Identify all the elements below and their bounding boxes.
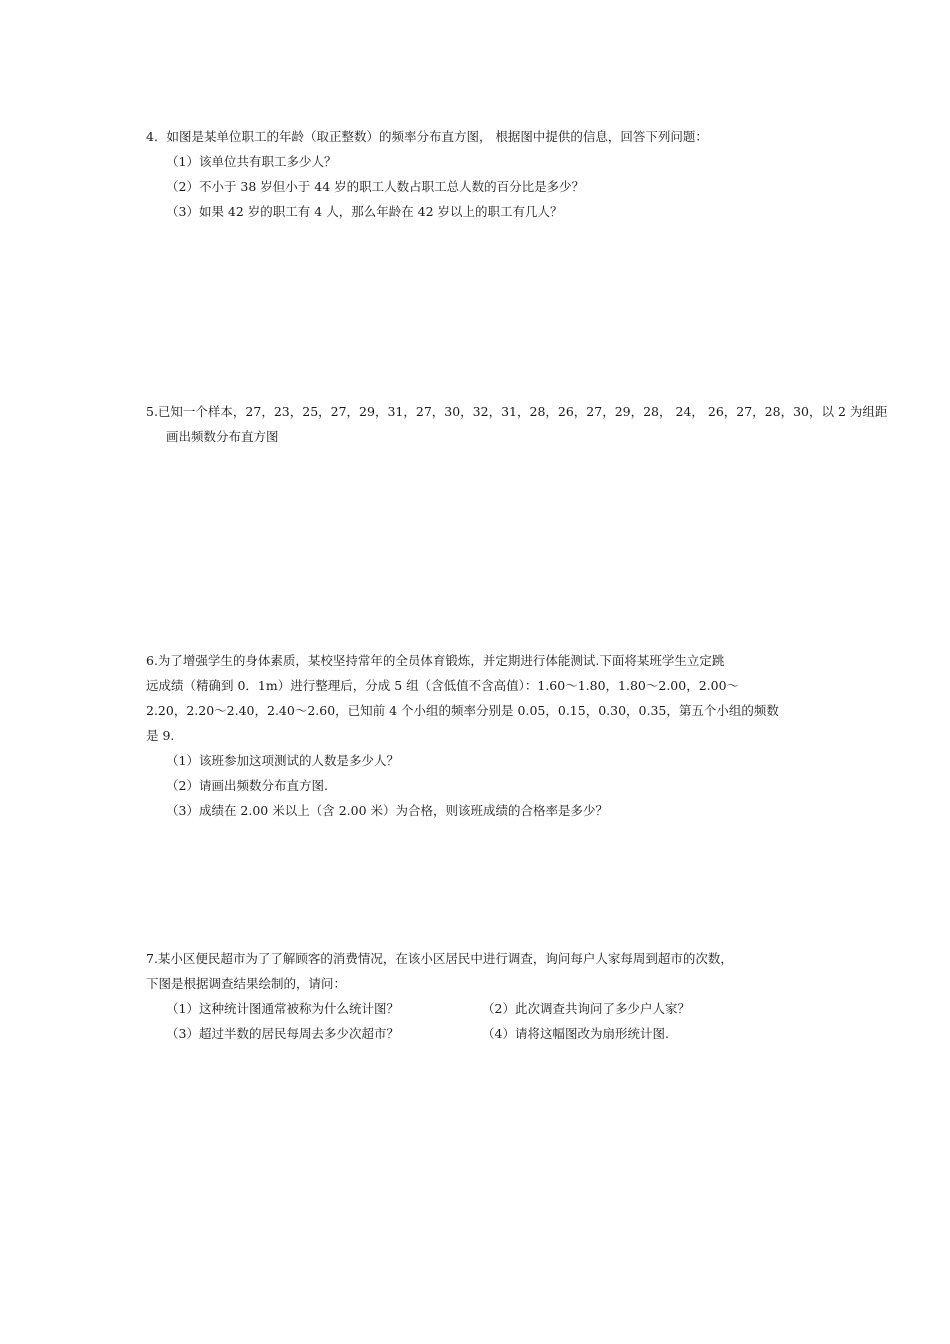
q5-stem-line-1: 5.已知一个样本，27，23，25，27，29，31，27，30，32，31，28，26，27，29，28， 24， 26，27，28，30，以 2 为组距 xyxy=(146,404,888,419)
q7-stem-line-2: 下图是根据调查结果绘制的，请问： xyxy=(146,976,347,991)
q7-sub-3: （3）超过半数的居民每周去多少次超市？ xyxy=(166,1026,399,1041)
q7-stem-line-1: 7.某小区便民超市为了了解顾客的消费情况，在该小区居民中进行调查，询问每户人家每周到超市的次数， xyxy=(146,951,733,966)
q7-sub-1: （1）这种统计图通常被称为什么统计图？ xyxy=(166,1001,399,1016)
q4-sub-2: （2）不小于 38 岁但小于 44 岁的职工人数占职工总人数的百分比是多少？ xyxy=(166,179,585,194)
q6-sub-1: （1）该班参加这项测试的人数是多少人？ xyxy=(166,753,399,768)
q7-sub-2: （2）此次调查共询问了多少户人家？ xyxy=(482,1001,690,1016)
q5-stem-line-2: 画出频数分布直方图 xyxy=(166,429,279,444)
q6-stem-line-4: 是 9. xyxy=(146,728,175,743)
q6-stem-line-3: 2.20，2.20～2.40，2.40～2.60，已知前 4 个小组的频率分别是 0.05，0.15，0.30，0.35，第五个小组的频数 xyxy=(146,703,779,718)
q6-stem-line-1: 6.为了增强学生的身体素质，某校坚持常年的全员体育锻炼，并定期进行体能测试.下面将某班学生立定跳 xyxy=(146,653,725,668)
q4-stem: 4．如图是某单位职工的年龄（取正整数）的频率分布直方图， 根据图中提供的信息，回答下列问题： xyxy=(146,129,708,144)
q7-sub-4: （4）请将这幅图改为扇形统计图. xyxy=(482,1026,669,1041)
q6-stem-line-2: 远成绩（精确到 0．1m）进行整理后，分成 5 组（含低值不含高值）：1.60～1.80，1.80～2.00，2.00～ xyxy=(146,678,740,693)
q4-sub-3: （3）如果 42 岁的职工有 4 人，那么年龄在 42 岁以上的职工有几人？ xyxy=(166,204,563,219)
q4-sub-1: （1）该单位共有职工多少人？ xyxy=(166,154,337,169)
q6-sub-3: （3）成绩在 2.00 米以上（含 2.00 米）为合格，则该班成绩的合格率是多少？ xyxy=(166,803,609,818)
q6-sub-2: （2）请画出频数分布直方图. xyxy=(166,778,328,793)
